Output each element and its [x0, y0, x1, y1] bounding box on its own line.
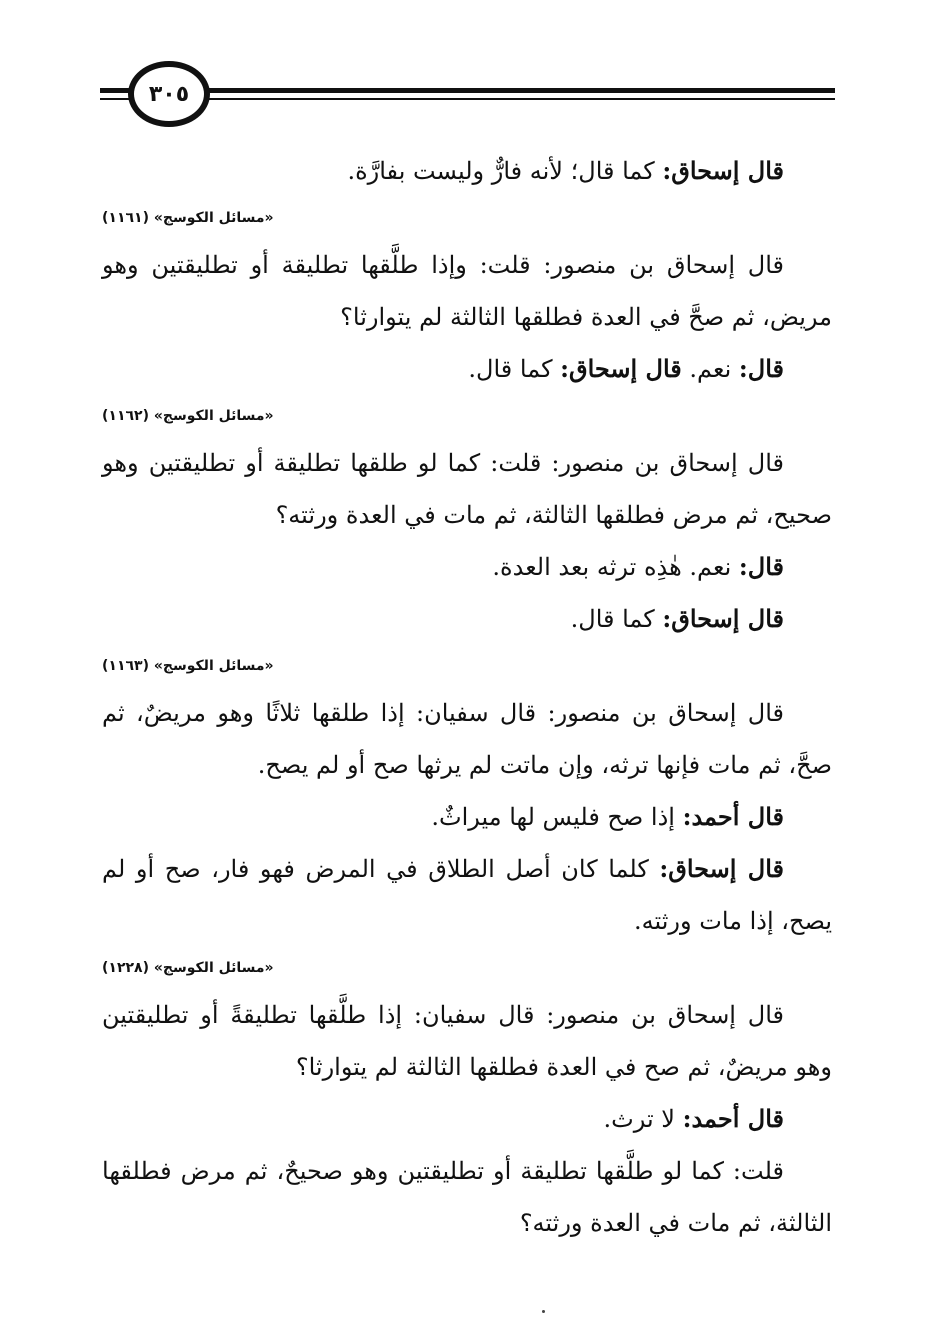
page-header: [100, 58, 835, 138]
paragraph-text: قال إسحاق بن منصور: قال سفيان: إذا طلقها ثلاثًا وهو مريضٌ، ثم صحَّ، ثم مات فإنها ترثه، وإن ماتت لم يرثها صح أو لم يصح.: [102, 699, 832, 779]
paragraph-text: قلت: كما لو طلَّقها تطليقة أو تطليقتين وهو صحيحٌ، ثم مرض فطلقها الثالثة، ثم مات في العدة ورثته؟: [102, 1157, 832, 1237]
paragraph: [102, 145, 832, 197]
source-citation: [102, 953, 832, 983]
paragraph: [102, 1093, 832, 1145]
citation-text: «مسائل الكوسج» (١١٦١): [102, 210, 274, 226]
paragraph: [102, 989, 832, 1093]
page-body: [102, 145, 832, 1249]
source-citation: [102, 203, 832, 233]
paragraph-text: كما قال؛ لأنه فارٌّ وليست بفارَّة.: [347, 157, 663, 185]
citation-text: «مسائل الكوسج» (١٢٢٨): [102, 960, 274, 976]
speaker-label: قال إسحاق:: [560, 354, 682, 383]
paragraph-text: نعم. هٰذِه ترثه بعد العدة.: [492, 553, 739, 581]
speaker-label: قال أحمد:: [682, 1104, 784, 1133]
paragraph: [102, 593, 832, 645]
paragraph-text: لا ترث.: [603, 1105, 683, 1133]
header-rule-thin: [100, 98, 835, 100]
paragraph: [102, 343, 832, 395]
paragraph-text: إذا صح فليس لها ميراثٌ.: [431, 803, 683, 831]
paragraph-text: نعم.: [681, 355, 739, 383]
page-number-badge: [128, 61, 210, 127]
speaker-label: قال إسحاق:: [662, 156, 784, 185]
paragraph: [102, 437, 832, 541]
source-citation: [102, 651, 832, 681]
paragraph-text: قال إسحاق بن منصور: قال سفيان: إذا طلَّقها تطليقةً أو تطليقتين وهو مريضٌ، ثم صح في العدة فطلقها الثالثة لم يتوارثا؟: [102, 1001, 832, 1081]
citation-text: «مسائل الكوسج» (١١٦٢): [102, 408, 274, 424]
source-citation: [102, 401, 832, 431]
speaker-label: قال:: [738, 354, 784, 383]
paragraph-text: كلما كان أصل الطلاق في المرض فهو فار، صح أو لم يصح، إذا مات ورثته.: [102, 855, 832, 935]
paragraph-text: كما قال.: [468, 355, 561, 383]
page-number: ٣٠٥: [148, 81, 190, 107]
header-rule-thick: [100, 88, 835, 93]
paragraph: [102, 791, 832, 843]
print-speck: [542, 1310, 545, 1313]
paragraph: [102, 687, 832, 791]
speaker-label: قال:: [738, 552, 784, 581]
paragraph: [102, 1145, 832, 1249]
citation-text: «مسائل الكوسج» (١١٦٣): [102, 658, 274, 674]
paragraph-text: قال إسحاق بن منصور: قلت: وإذا طلَّقها تطليقة أو تطليقتين وهو مريض، ثم صحَّ في العدة فطلقها الثالثة لم يتوارثا؟: [102, 251, 832, 331]
paragraph-text: كما قال.: [570, 605, 663, 633]
paragraph: [102, 541, 832, 593]
speaker-label: قال أحمد:: [682, 802, 784, 831]
paragraph: [102, 843, 832, 947]
paragraph: [102, 239, 832, 343]
paragraph-text: قال إسحاق بن منصور: قلت: كما لو طلقها تطليقة أو تطليقتين وهو صحيح، ثم مرض فطلقها الثالثة، ثم مات في العدة ورثته؟: [102, 449, 832, 529]
speaker-label: قال إسحاق:: [659, 854, 784, 883]
speaker-label: قال إسحاق:: [662, 604, 784, 633]
